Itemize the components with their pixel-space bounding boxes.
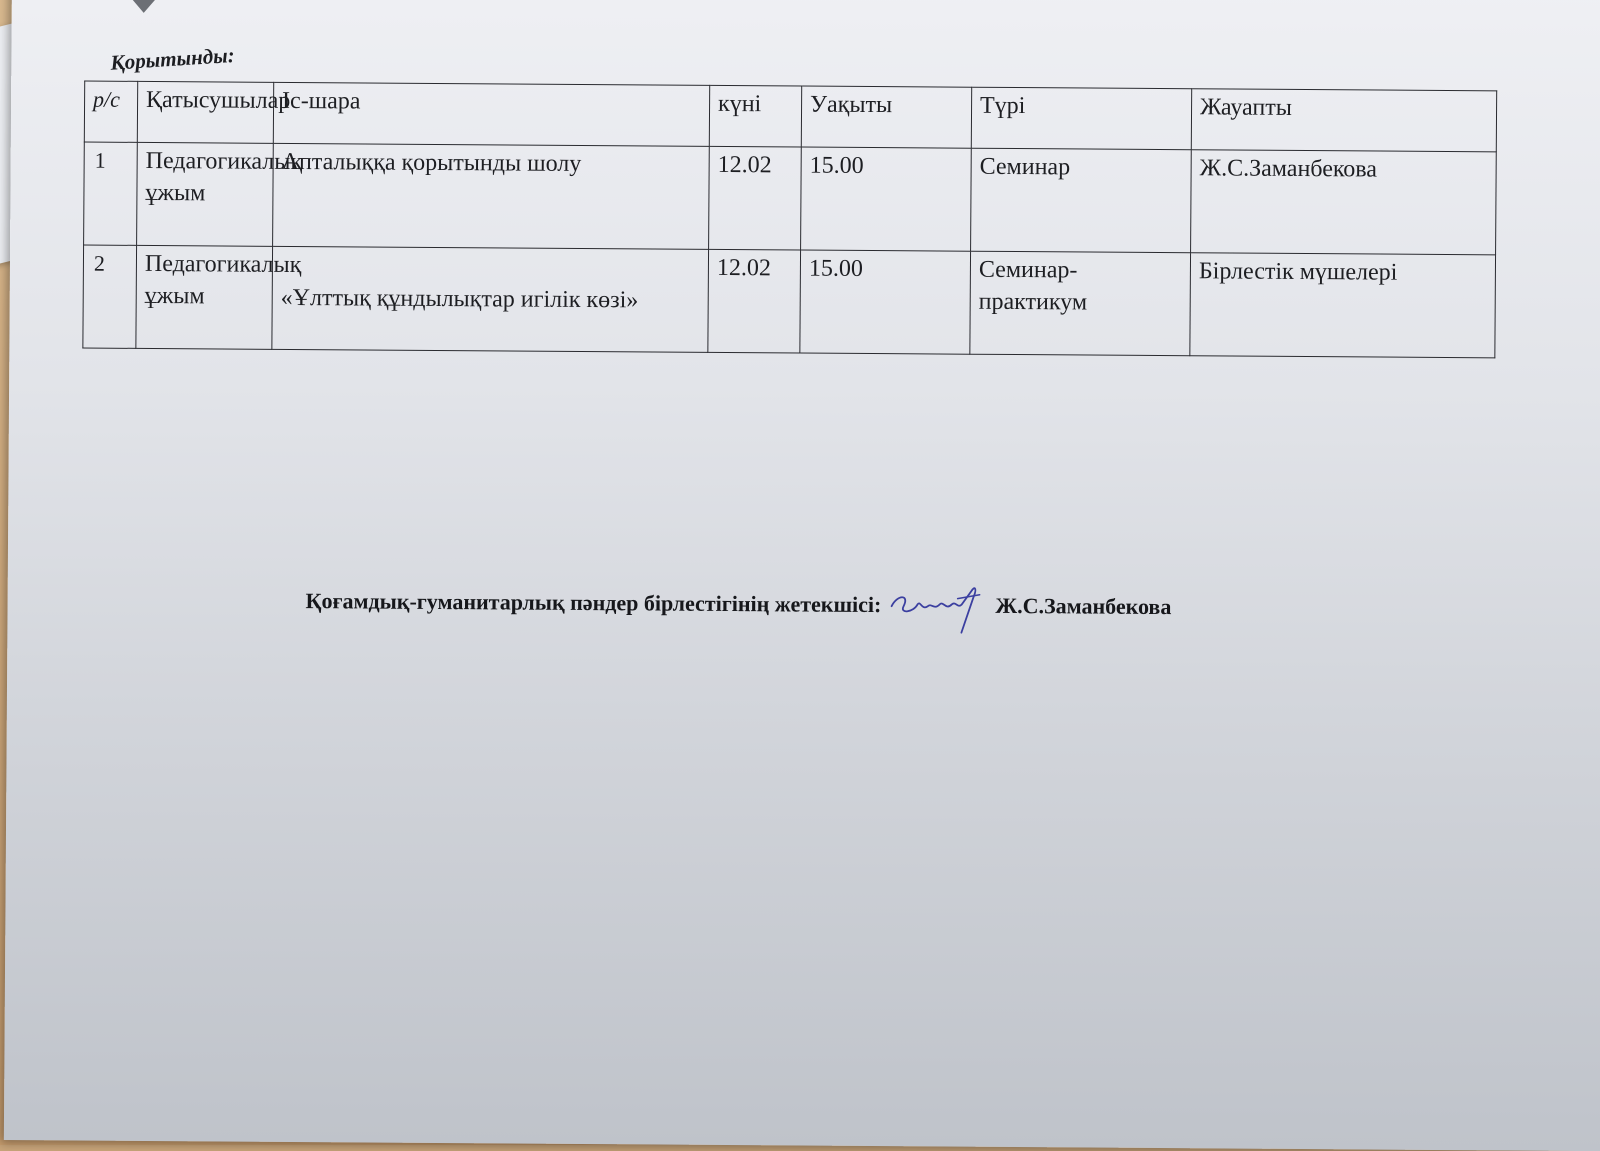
header-cell-event: Іс-шара xyxy=(273,82,709,146)
cell-event: «Ұлттық құндылықтар игілік көзі» xyxy=(272,246,709,352)
document-page xyxy=(4,0,1600,1151)
signer-role-text: Қоғамдық-гуманитарлық пәндер бірлестігінің жетекшісі: xyxy=(305,588,882,618)
events-table xyxy=(82,81,1497,359)
table-row xyxy=(84,142,1497,255)
paper-corner-mark xyxy=(132,0,156,13)
cell-event: Апталыққа қорытынды шолу xyxy=(273,143,710,249)
header-cell-participants: Қатысушылар xyxy=(137,81,273,143)
cell-participants: Педагогикалық ұжым xyxy=(136,245,273,349)
section-heading: Қорытынды: xyxy=(109,42,236,75)
signer-name: Ж.С.Заманбекова xyxy=(995,592,1172,620)
table-header-row xyxy=(84,81,1496,152)
header-cell-time: Уақыты xyxy=(801,86,971,148)
cell-responsible: Бірлестік мүшелері xyxy=(1190,253,1496,358)
header-cell-date: күні xyxy=(709,85,801,147)
table-row xyxy=(83,245,1496,358)
cell-date: 12.02 xyxy=(708,249,801,353)
cell-date: 12.02 xyxy=(709,146,802,250)
cell-type: Семинар xyxy=(971,148,1192,253)
cell-number: 1 xyxy=(84,142,138,245)
cell-time: 15.00 xyxy=(800,250,971,354)
header-cell-number: р/с xyxy=(84,81,137,142)
cell-number: 2 xyxy=(83,245,137,348)
handwritten-signature-icon xyxy=(887,576,987,637)
cell-time: 15.00 xyxy=(801,147,972,251)
cell-type: Семинар-практикум xyxy=(970,251,1191,356)
cell-responsible: Ж.С.Заманбекова xyxy=(1191,150,1497,255)
header-cell-responsible: Жауапты xyxy=(1191,89,1496,152)
signature-line xyxy=(306,572,1172,620)
header-cell-type: Түрі xyxy=(971,87,1191,150)
cell-participants: Педагогикалық ұжым xyxy=(137,142,274,246)
